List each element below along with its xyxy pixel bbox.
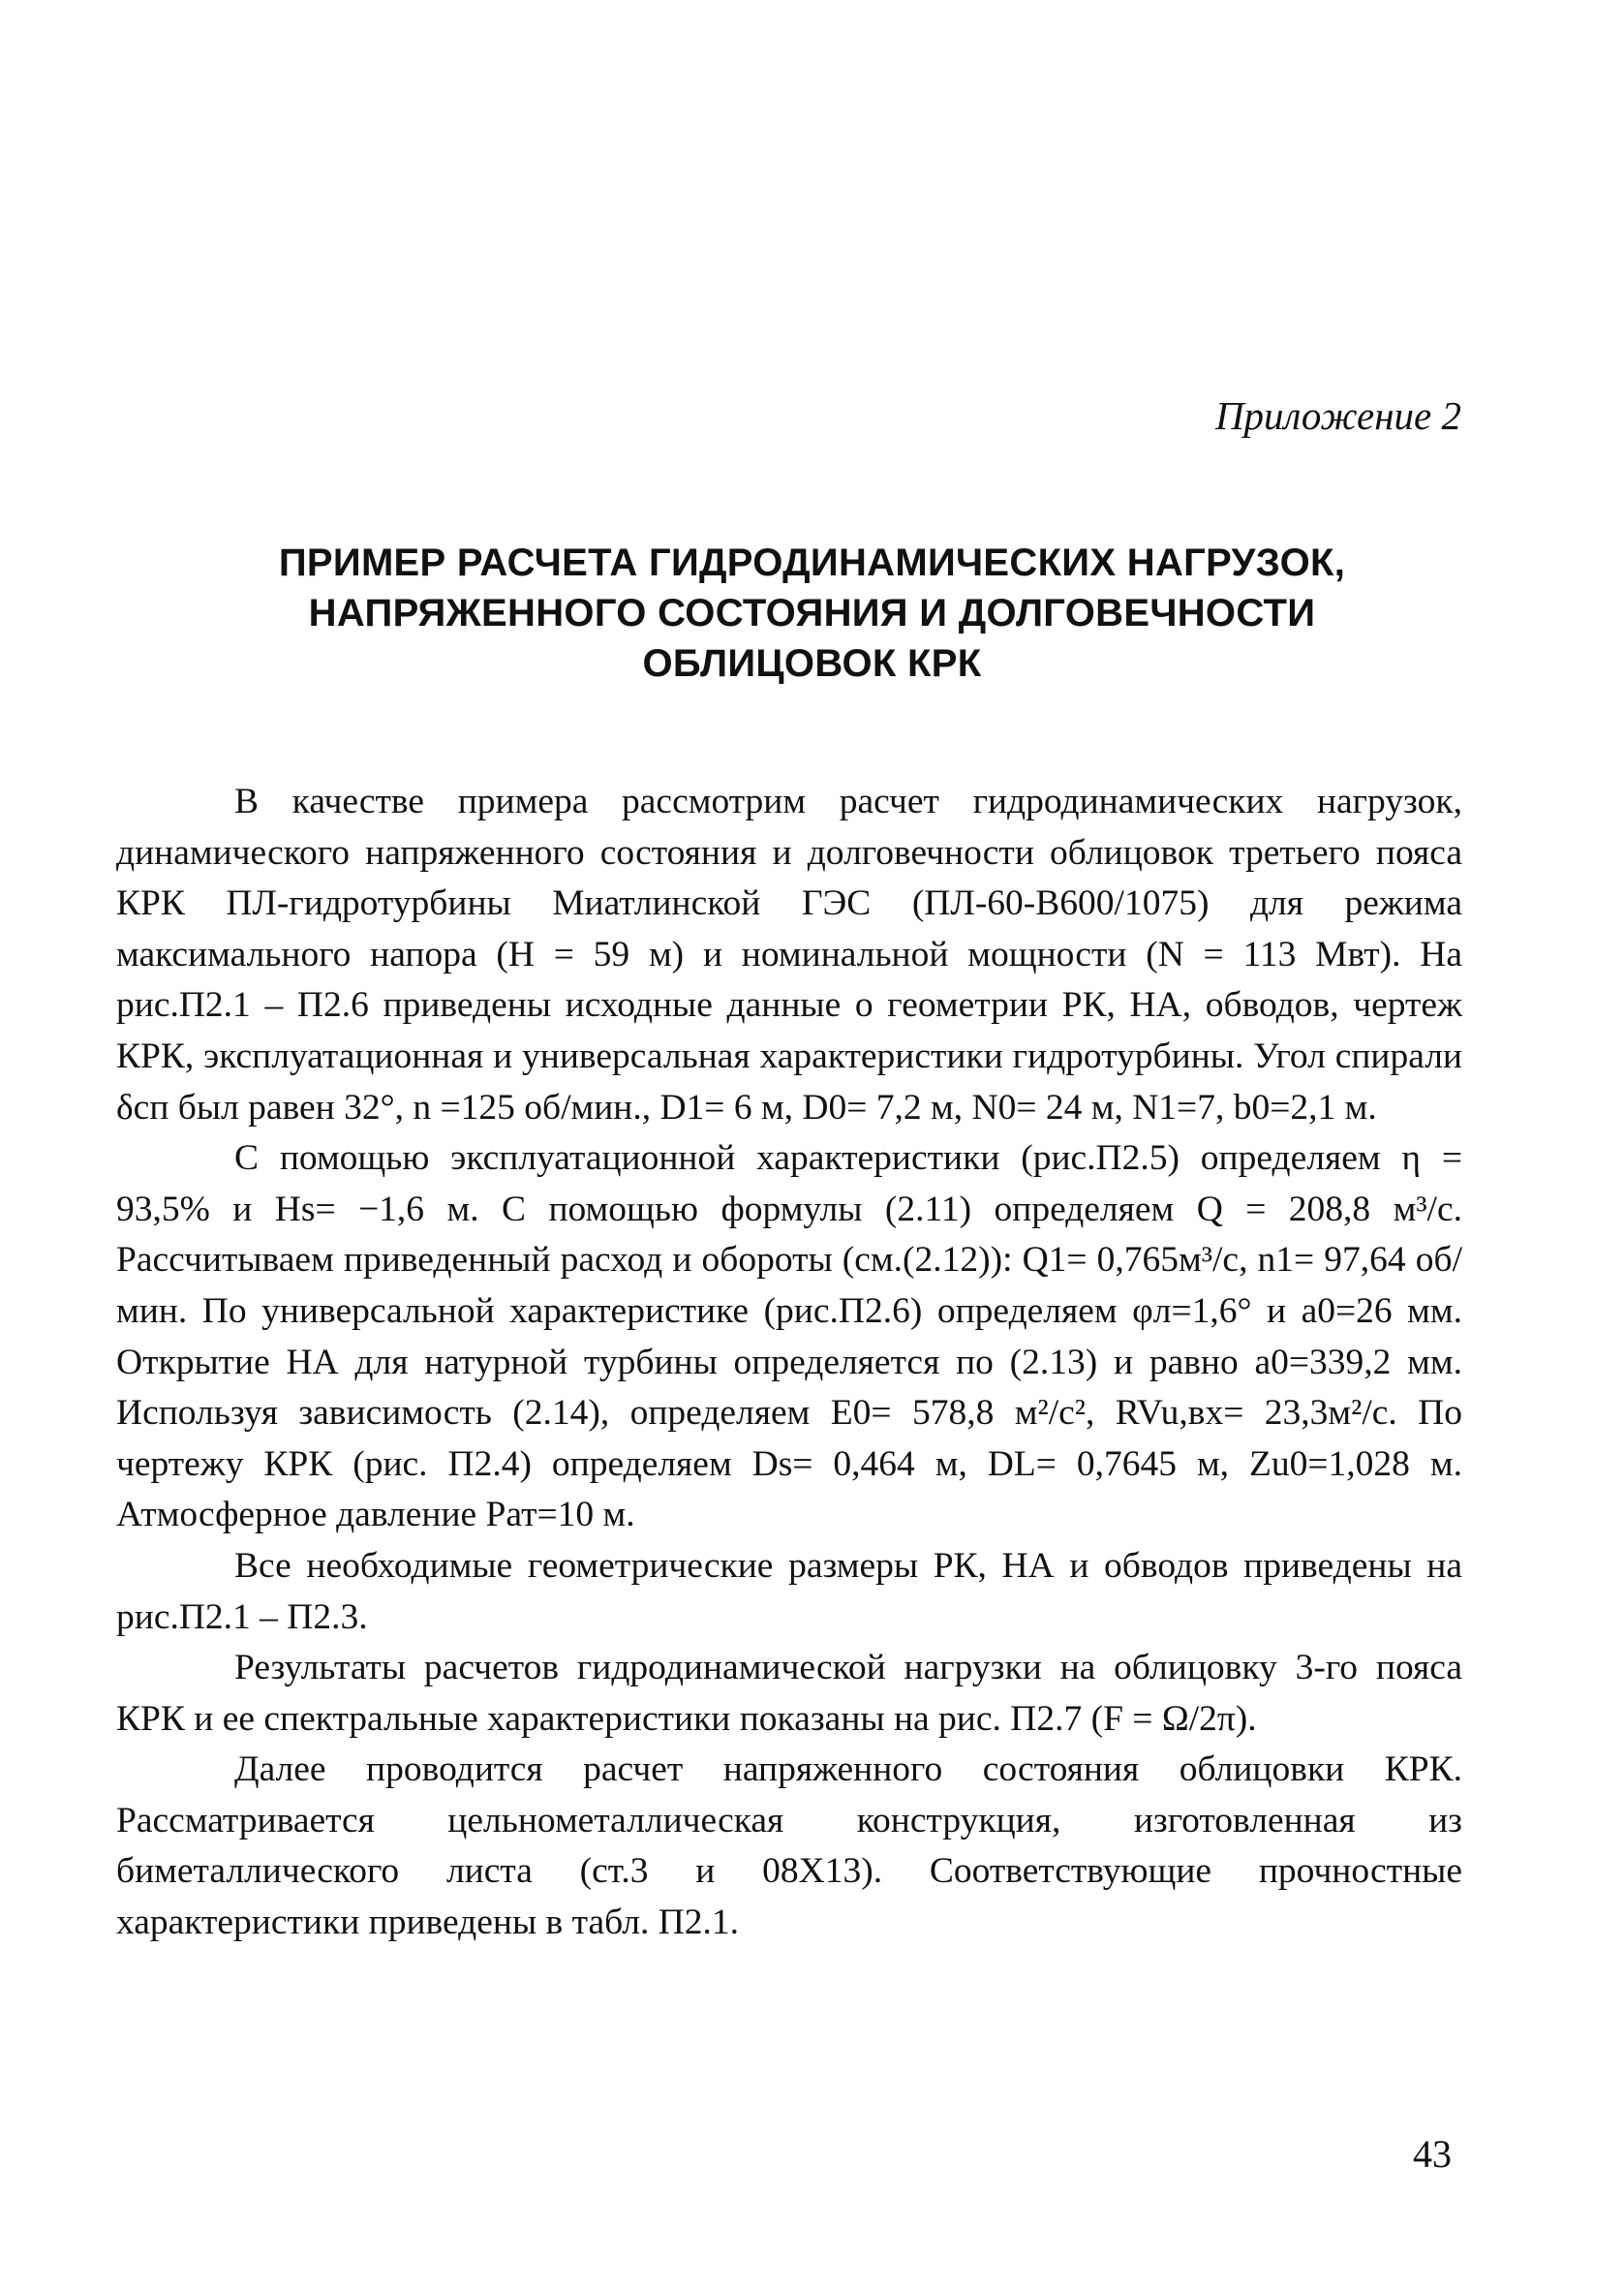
page-title (145, 538, 1479, 689)
paragraph-1: В качестве примера рассмотрим расчет гидродинамических нагрузок, динамического напряженного состояния и долговечности облицовок третьего пояса КРК ПЛ-гидротурбины Миатлинской ГЭС (ПЛ-60-В600/1075) для режима максимального напора (H = 59 м) и номинальной мощности (N = 113 Мвт). На рис.П2.1 – П2.6 приведены исходные данные о геометрии РК, НА, обводов, чертеж КРК, эксплуатационная и универсальная характеристики гидротурбины. Угол спирали δсп был равен 32°, n =125 об/мин., D1= 6 м, D0= 7,2 м, N0= 24 м, N1=7, b0=2,1 м. (116, 782, 1462, 1128)
paragraph-3: Все необходимые геометрические размеры РК, НА и обводов приведены на рис.П2.1 – П2.3. (116, 1545, 1462, 1637)
title-line-2: НАПРЯЖЕННОГО СОСТОЯНИЯ И ДОЛГОВЕЧНОСТИ (308, 592, 1316, 634)
title-line-3: ОБЛИЦОВОК КРК (642, 642, 982, 685)
page-number: 43 (1413, 2132, 1452, 2176)
title-line-1: ПРИМЕР РАСЧЕТА ГИДРОДИНАМИЧЕСКИХ НАГРУЗОК, (278, 541, 1346, 584)
appendix-header: Приложение 2 (1214, 393, 1461, 438)
body-text (116, 777, 1462, 1949)
paragraph-4: Результаты расчетов гидродинамической нагрузки на облицовку 3-го пояса КРК и ее спектральные характеристики показаны на рис. П2.7 (F = Ω/2π). (116, 1648, 1462, 1739)
paragraph-2: С помощью эксплуатационной характеристики (рис.П2.5) определяем η = 93,5% и Hs= −1,6 м. С помощью формулы (2.11) определяем Q = 208,8 м³/с. Рассчитываем приведенный расход и обороты (см.(2.12)): Q1= 0,765м³/с, n1= 97,64 об/мин. По универсальной характеристике (рис.П2.6) определяем φл=1,6° и a0=26 мм. Открытие НА для натурной турбины определяется по (2.13) и равно a0=339,2 мм. Используя зависимость (2.14), определяем E0= 578,8 м²/с², RVu,вх= 23,3м²/с. По чертежу КРК (рис. П2.4) определяем Ds= 0,464 м, DL= 0,7645 м, Zu0=1,028 м. Атмосферное давление Pат=10 м. (116, 1138, 1462, 1535)
paragraph-5: Далее проводится расчет напряженного состояния облицовки КРК. Рассматривается цельнометаллическая конструкция, изготовленная из биметаллического листа (ст.3 и 08Х13). Соответствующие прочностные характеристики приведены в табл. П2.1. (116, 1749, 1462, 1943)
